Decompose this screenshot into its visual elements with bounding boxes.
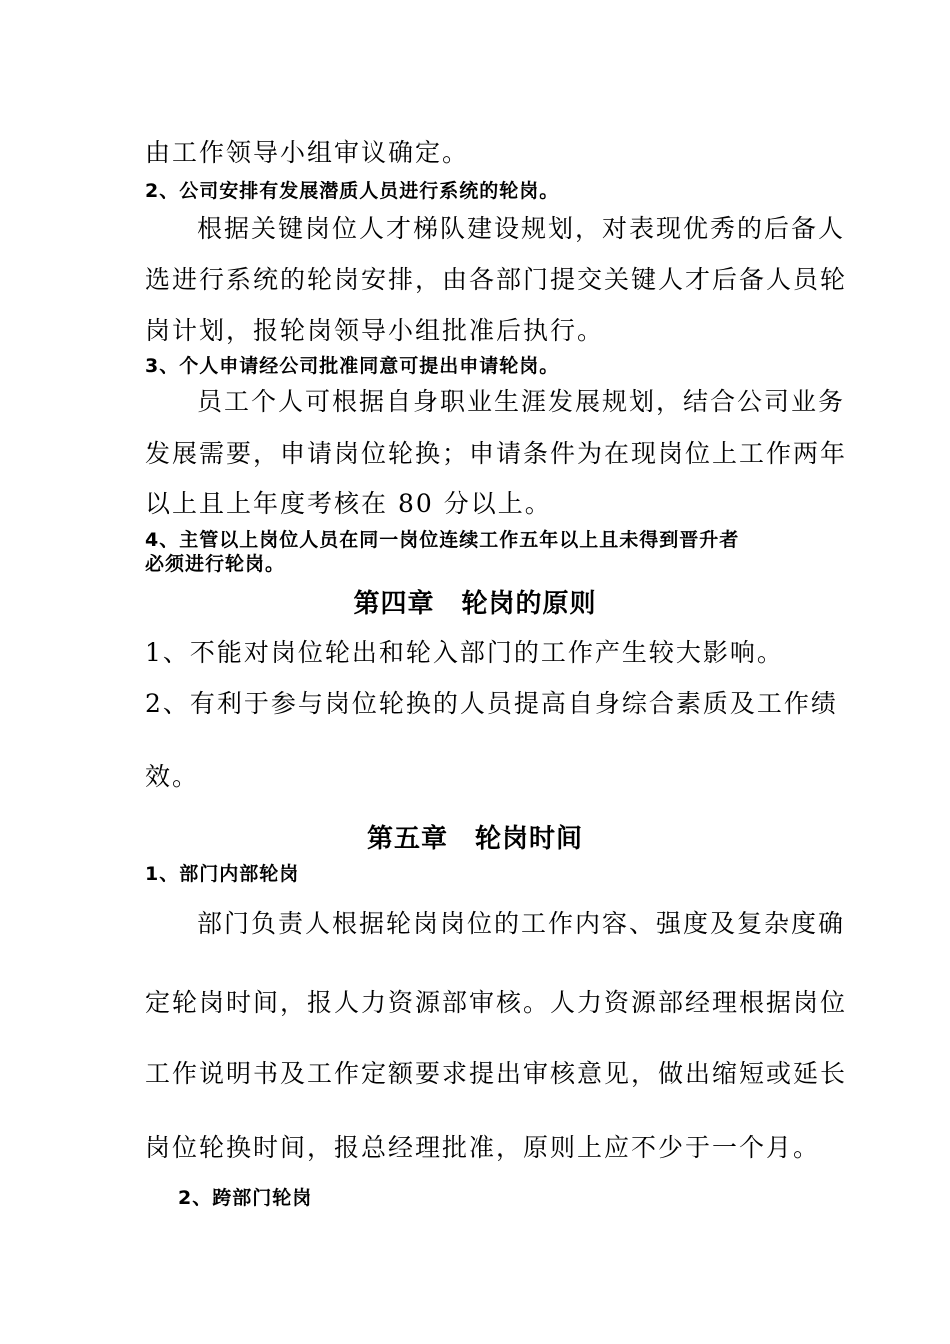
chapter-4-title: 第四章 轮岗的原则 [353, 589, 597, 619]
item-heading-4: 4、主管以上岗位人员在同一岗位连续工作五年以上且未得到晋升者 [145, 529, 740, 551]
paragraph-line: 员工个人可根据自身职业生涯发展规划，结合公司业务 [197, 387, 846, 416]
item-heading-2-cross-dept: 2、跨部门轮岗 [178, 1187, 313, 1209]
paragraph-line: 部门负责人根据轮岗岗位的工作内容、强度及复杂度确 [197, 909, 846, 938]
item-heading-3: 3、个人申请经公司批准同意可提出申请轮岗。 [145, 355, 560, 377]
list-item: 1、不能对岗位轮出和轮入部门的工作产生较大影响。 [145, 638, 784, 667]
paragraph-line: 选进行系统的轮岗安排，由各部门提交关键人才后备人员轮 [145, 265, 848, 294]
item-heading-4-cont: 必须进行轮岗。 [145, 553, 286, 575]
paragraph-line: 定轮岗时间，报人力资源部审核。人力资源部经理根据岗位 [145, 988, 848, 1017]
item-heading-1: 1、部门内部轮岗 [145, 863, 300, 885]
paragraph-line: 工作说明书及工作定额要求提出审核意见，做出缩短或延长 [145, 1059, 848, 1088]
paragraph-line: 岗位轮换时间，报总经理批准，原则上应不少于一个月。 [145, 1133, 821, 1162]
list-item: 2、有利于参与岗位轮换的人员提高自身综合素质及工作绩 [145, 689, 838, 718]
paragraph-line: 发展需要，申请岗位轮换；申请条件为在现岗位上工作两年 [145, 439, 848, 468]
list-item-cont: 效。 [145, 762, 200, 791]
chapter-5-title: 第五章 轮岗时间 [366, 824, 583, 854]
paragraph-line: 根据关键岗位人才梯队建设规划，对表现优秀的后备人 [197, 214, 846, 243]
paragraph-line: 以上且上年度考核在 80 分以上。 [145, 489, 552, 518]
paragraph-line: 由工作领导小组审议确定。 [145, 138, 470, 167]
paragraph-line: 岗计划，报轮岗领导小组批准后执行。 [145, 316, 605, 345]
item-heading-2: 2、公司安排有发展潜质人员进行系统的轮岗。 [145, 180, 560, 202]
